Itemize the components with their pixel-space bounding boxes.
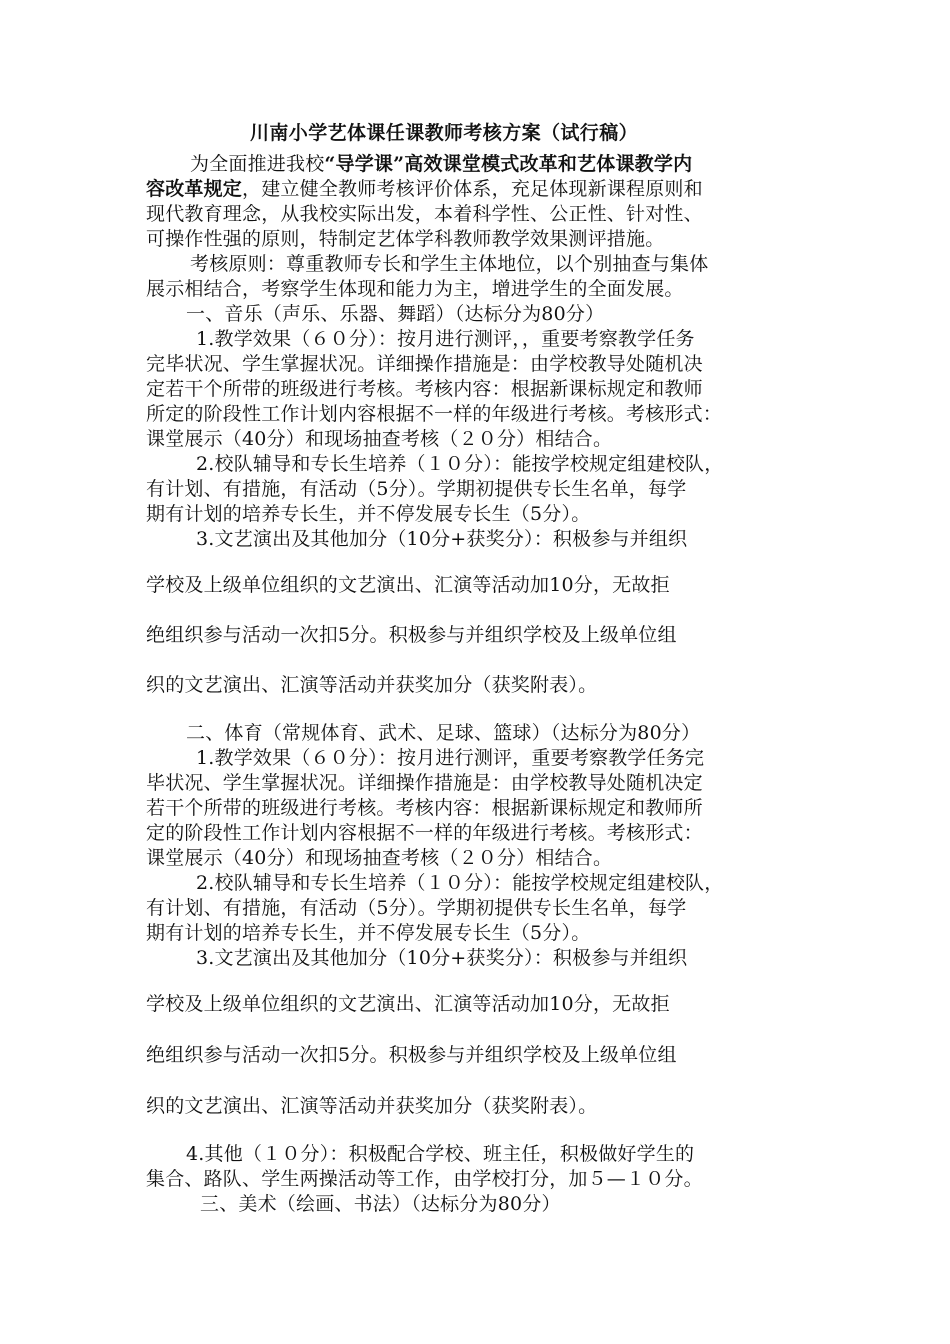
music-item1-line-5: 课堂展示（40分）和现场抽查考核（２０分）相结合。 xyxy=(146,428,613,450)
pe-item4-line-2: 集合、路队、学生两操活动等工作，由学校打分，加５—１０分。 xyxy=(146,1168,703,1190)
document-title: 川南小学艺体课任课教师考核方案（试行稿） xyxy=(250,122,639,144)
music-item1-line-3: 定若干个所带的班级进行考核。考核内容：根据新课标规定和教师 xyxy=(146,378,703,400)
intro-line-2 xyxy=(146,177,703,201)
pe-item1-line-5: 课堂展示（40分）和现场抽查考核（２０分）相结合。 xyxy=(146,847,613,869)
pe-item1-line-4: 定的阶段性工作计划内容根据不一样的年级进行考核。考核形式： xyxy=(146,822,703,844)
pe-item1-line-2: 毕状况、学生掌握状况。详细操作措施是：由学校教导处随机决定 xyxy=(146,772,703,794)
music-item1-line-4: 所定的阶段性工作计划内容根据不一样的年级进行考核。考核形式： xyxy=(146,403,723,425)
principle-line-1: 考核原则：尊重教师专长和学生主体地位，以个别抽查与集体 xyxy=(190,253,709,275)
intro-text: ，建立健全教师考核评价体系，充足体现新课程原则和 xyxy=(242,178,703,200)
pe-item3-line-1: 3.文艺演出及其他加分（10分+获奖分）：积极参与并组织 xyxy=(196,947,688,969)
intro-emphasis: “导学课”高效课堂模式改革和艺体课教学内 xyxy=(324,153,693,175)
pe-item3-line-3: 绝组织参与活动一次扣5分。积极参与并组织学校及上级单位组 xyxy=(146,1044,677,1066)
music-item2-line-2: 有计划、有措施，有活动（5分）。学期初提供专长生名单，每学 xyxy=(146,478,687,500)
intro-line-1 xyxy=(190,152,692,176)
intro-line-4: 可操作性强的原则，特制定艺体学科教师教学效果测评措施。 xyxy=(146,228,665,250)
pe-item1-line-1: 1.教学效果（６０分）：按月进行测评，重要考察教学任务完 xyxy=(196,747,705,769)
pe-item3-line-4: 织的文艺演出、汇演等活动并获奖加分（获奖附表）。 xyxy=(146,1095,598,1117)
music-item2-line-3: 期有计划的培养专长生，并不停发展专长生（5分）。 xyxy=(146,503,591,525)
principle-line-2: 展示相结合，考察学生体现和能力为主，增进学生的全面发展。 xyxy=(146,278,684,300)
music-item3-line-4: 织的文艺演出、汇演等活动并获奖加分（获奖附表）。 xyxy=(146,674,598,696)
music-item3-line-1: 3.文艺演出及其他加分（10分+获奖分）：积极参与并组织 xyxy=(196,528,688,550)
music-item1-line-2: 完毕状况、学生掌握状况。详细操作措施是：由学校教导处随机决 xyxy=(146,353,703,375)
pe-heading: 二、体育（常规体育、武术、足球、篮球）（达标分为80分） xyxy=(186,722,701,744)
pe-item4-line-1: 4.其他（１０分）：积极配合学校、班主任，积极做好学生的 xyxy=(186,1143,695,1165)
music-item3-line-3: 绝组织参与活动一次扣5分。积极参与并组织学校及上级单位组 xyxy=(146,624,677,646)
music-item3-line-2: 学校及上级单位组织的文艺演出、汇演等活动加10分，无故拒 xyxy=(146,574,670,596)
music-heading: 一、音乐（声乐、乐器、舞蹈）（达标分为80分） xyxy=(186,303,605,325)
music-item2-line-1: 2.校队辅导和专长生培养（１０分）：能按学校规定组建校队， xyxy=(196,453,724,475)
pe-item2-line-1: 2.校队辅导和专长生培养（１０分）：能按学校规定组建校队， xyxy=(196,872,724,894)
pe-item2-line-2: 有计划、有措施，有活动（5分）。学期初提供专长生名单，每学 xyxy=(146,897,687,919)
intro-line-3: 现代教育理念，从我校实际出发，本着科学性、公正性、针对性、 xyxy=(146,203,703,225)
intro-text: 为全面推进我校 xyxy=(190,153,325,175)
pe-item1-line-3: 若干个所带的班级进行考核。考核内容：根据新课标规定和教师所 xyxy=(146,797,703,819)
pe-item3-line-2: 学校及上级单位组织的文艺演出、汇演等活动加10分，无故拒 xyxy=(146,993,670,1015)
pe-item2-line-3: 期有计划的培养专长生，并不停发展专长生（5分）。 xyxy=(146,922,591,944)
art-heading: 三、美术（绘画、书法）（达标分为80分） xyxy=(200,1193,561,1215)
intro-emphasis: 容改革规定 xyxy=(146,178,243,200)
music-item1-line-1: 1.教学效果（６０分）：按月进行测评，，重要考察教学任务 xyxy=(196,328,695,350)
